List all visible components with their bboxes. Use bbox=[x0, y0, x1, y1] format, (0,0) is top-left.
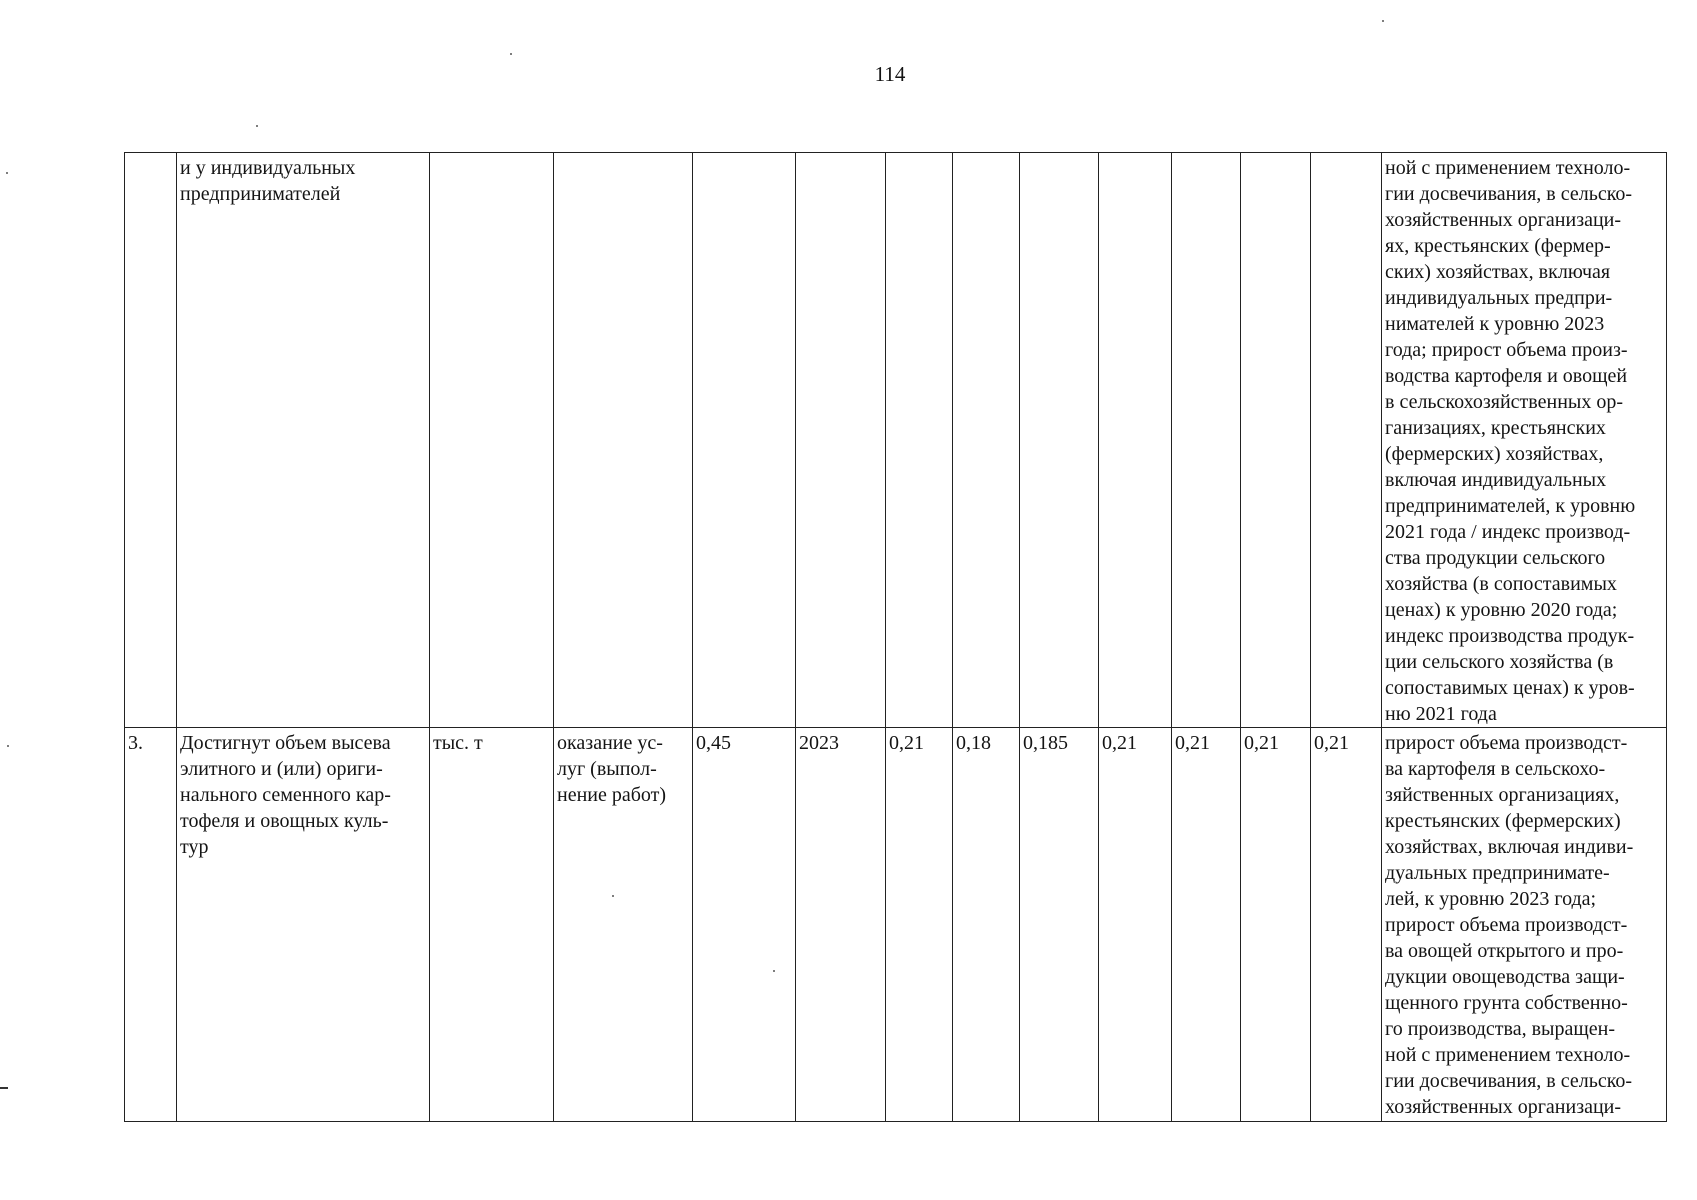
text-line: элитного и (или) ориги- bbox=[180, 758, 383, 780]
text-line: оказание ус- bbox=[557, 732, 663, 754]
indicator-name-lines bbox=[180, 155, 427, 207]
text-line: ва овощей открытого и про- bbox=[1385, 940, 1624, 962]
text-line: ной с применением техноло- bbox=[1385, 157, 1631, 179]
text-line: ценах) к уровню 2020 года; bbox=[1385, 599, 1618, 621]
text-line: водства картофеля и овощей bbox=[1385, 365, 1628, 387]
text-line: нального семенного кар- bbox=[180, 784, 391, 806]
linked-indicators-cell bbox=[1382, 728, 1667, 1122]
value-cell-7 bbox=[1311, 153, 1382, 728]
value-cell-1: 0,21 bbox=[886, 728, 953, 1122]
text-line: го производства, выращен- bbox=[1385, 1018, 1615, 1040]
text-line: дукции овощеводства защи- bbox=[1385, 966, 1625, 988]
text-line: хозяйствах, включая индиви- bbox=[1385, 836, 1634, 858]
scan-speck bbox=[1382, 20, 1384, 22]
value-cell-2 bbox=[953, 153, 1020, 728]
value-cell-1 bbox=[886, 153, 953, 728]
indicators-table bbox=[124, 152, 1667, 1122]
page-number: 114 bbox=[874, 62, 906, 86]
scan-speck bbox=[7, 745, 9, 747]
text-line: хозяйственных организаци- bbox=[1385, 209, 1622, 231]
text-line: в сельскохозяйственных ор- bbox=[1385, 391, 1623, 413]
scan-edge-mark bbox=[0, 1087, 8, 1089]
text-line: прирост объема производст- bbox=[1385, 914, 1628, 936]
text-line: года; прирост объема произ- bbox=[1385, 339, 1628, 361]
text-line: гии досвечивания, в сельско- bbox=[1385, 1070, 1633, 1092]
value-cell-3: 0,185 bbox=[1020, 728, 1099, 1122]
scan-speck bbox=[6, 172, 8, 174]
value-cell-5 bbox=[1172, 153, 1241, 728]
text-line: индекс производства продук- bbox=[1385, 625, 1635, 647]
text-line: ях, крестьянских (фермер- bbox=[1385, 235, 1611, 257]
text-line: сопоставимых ценах) к уров- bbox=[1385, 677, 1635, 699]
value-cell-2: 0,18 bbox=[953, 728, 1020, 1122]
linked-indicators-lines bbox=[1385, 155, 1664, 727]
value-cell-3 bbox=[1020, 153, 1099, 728]
text-line: дуальных предпринимате- bbox=[1385, 862, 1610, 884]
text-line: Достигнут объем высева bbox=[180, 732, 391, 754]
text-line: предпринимателей bbox=[180, 183, 341, 205]
result-type-lines bbox=[557, 730, 690, 808]
text-line: ции сельского хозяйства (в bbox=[1385, 651, 1614, 673]
text-line: лей, к уровню 2023 года; bbox=[1385, 888, 1597, 910]
result-type-cell bbox=[554, 728, 693, 1122]
text-line: индивидуальных предпри- bbox=[1385, 287, 1613, 309]
unit-cell bbox=[430, 153, 554, 728]
scan-speck bbox=[773, 970, 775, 972]
indicator-name-lines bbox=[180, 730, 427, 860]
text-line: предпринимателей, к уровню bbox=[1385, 495, 1636, 517]
value-cell-6: 0,21 bbox=[1241, 728, 1311, 1122]
text-line: тофеля и овощных куль- bbox=[180, 810, 389, 832]
linked-indicators-cell bbox=[1382, 153, 1667, 728]
text-line: 2021 года / индекс производ- bbox=[1385, 521, 1631, 543]
indicator-name-cell bbox=[177, 153, 430, 728]
text-line: тур bbox=[180, 836, 209, 858]
value-cell-7: 0,21 bbox=[1311, 728, 1382, 1122]
text-line: хозяйства (в сопоставимых bbox=[1385, 573, 1617, 595]
text-line: зяйственных организациях, bbox=[1385, 784, 1620, 806]
scan-speck bbox=[510, 53, 512, 55]
text-line: ских) хозяйствах, включая bbox=[1385, 261, 1611, 283]
row-number-cell bbox=[125, 153, 177, 728]
value-cell-4: 0,21 bbox=[1099, 728, 1172, 1122]
unit-cell: тыс. т bbox=[430, 728, 554, 1122]
linked-indicators-lines bbox=[1385, 730, 1664, 1120]
result-type-cell bbox=[554, 153, 693, 728]
text-line: и у индивидуальных bbox=[180, 157, 356, 179]
table-row bbox=[125, 153, 1667, 728]
text-line: (фермерских) хозяйствах, bbox=[1385, 443, 1604, 465]
text-line: ва картофеля в сельскохо- bbox=[1385, 758, 1606, 780]
text-line: включая индивидуальных bbox=[1385, 469, 1607, 491]
value-cell-6 bbox=[1241, 153, 1311, 728]
table-row bbox=[125, 728, 1667, 1122]
text-line: ной с применением техноло- bbox=[1385, 1044, 1631, 1066]
base-year-cell bbox=[796, 153, 886, 728]
base-value-cell: 0,45 bbox=[693, 728, 796, 1122]
text-line: ню 2021 года bbox=[1385, 703, 1497, 725]
value-cell-5: 0,21 bbox=[1172, 728, 1241, 1122]
text-line: крестьянских (фермерских) bbox=[1385, 810, 1621, 832]
text-line: ганизациях, крестьянских bbox=[1385, 417, 1606, 439]
text-line: щенного грунта собственно- bbox=[1385, 992, 1628, 1014]
text-line: нение работ) bbox=[557, 784, 667, 806]
scan-speck bbox=[612, 895, 614, 897]
text-line: ства продукции сельского bbox=[1385, 547, 1606, 569]
scan-speck bbox=[256, 125, 258, 127]
value-cell-4 bbox=[1099, 153, 1172, 728]
text-line: нимателей к уровню 2023 bbox=[1385, 313, 1605, 335]
text-line: луг (выпол- bbox=[557, 758, 657, 780]
base-value-cell bbox=[693, 153, 796, 728]
base-year-cell: 2023 bbox=[796, 728, 886, 1122]
indicator-name-cell bbox=[177, 728, 430, 1122]
row-number-cell: 3. bbox=[125, 728, 177, 1122]
text-line: прирост объема производст- bbox=[1385, 732, 1628, 754]
text-line: гии досвечивания, в сельско- bbox=[1385, 183, 1633, 205]
text-line: хозяйственных организаци- bbox=[1385, 1096, 1622, 1118]
